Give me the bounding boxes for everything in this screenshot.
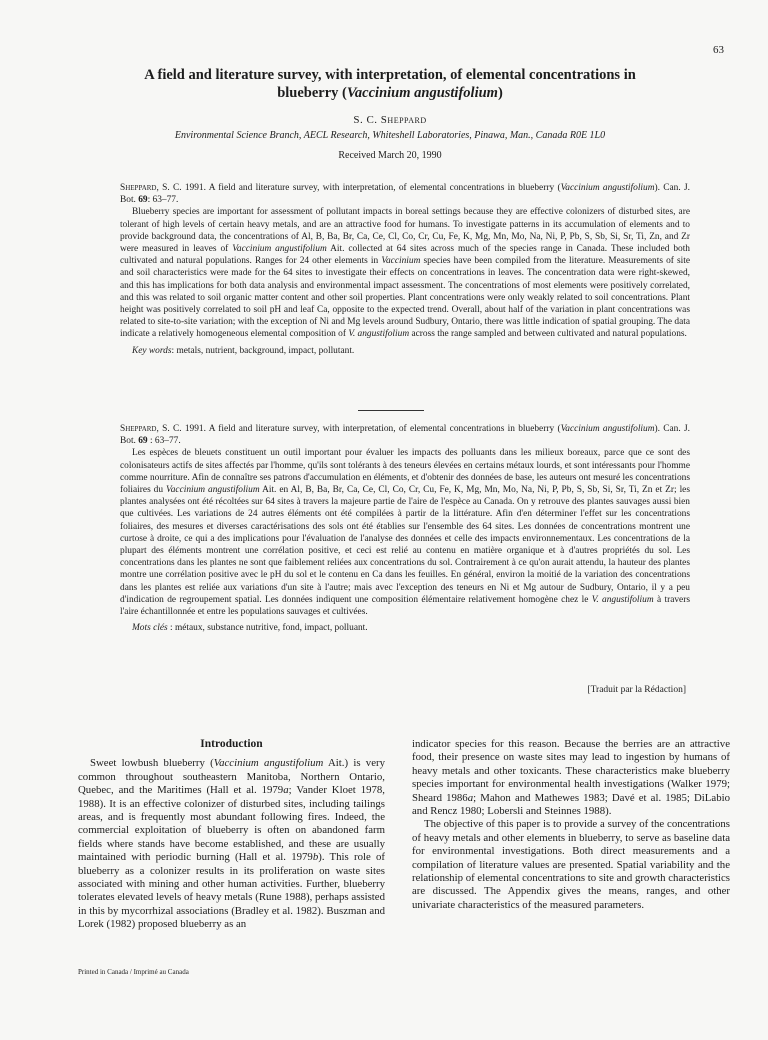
right-column (412, 738, 730, 912)
citation-fr: Sheppard, S. C. 1991. A field and literature survey, with interpretation, of elemental concentrations in blueberry (Vaccinium angustifolium). Can. J. Bot. 69 : 63–77. (120, 424, 690, 447)
author: S. C. Sheppard (353, 114, 427, 126)
page-number: 63 (713, 44, 724, 56)
title-line-2: blueberry (Vaccinium angustifolium) (277, 85, 503, 101)
section-heading-introduction: Introduction (200, 738, 263, 750)
article-title (100, 66, 680, 102)
abstract-text-en: Blueberry species are important for assessment of pollutant impacts in boreal settings because they are effective colonizers of disturbed sites, are tolerant of high levels of certain heavy metals, and are an attractive food for humans. To investigate patterns in its accumulation of elements and to provide background data, the concentrations of Al, B, Ba, Br, Ca, Ce, Cl, Co, Cr, Cu, Fe, K, Mg, Mn, Mo, Na, Ni, P, Pb, S, Sb, Si, Sr, Ti, Zn, and Zr were measured in leaves of Vaccinium angustifolium Ait. collected at 64 sites across much of the species range in Canada. These included both cultivated and natural populations. Ranges for 24 other elements in Vaccinium species have been compiled from the literature. Measurements of site and soil characteristics were made for the 64 sites to investigate their effects on concentrations in leaves. The concentration data were right-skewed, and this has implications for both data analysis and environmental impact assessment. The concentrations of most elements were positively correlated, and this was related to soil organic matter content and other soil properties. Plant concentrations were only weakly related to soil concentrations. Plant height was positively correlated to soil pH and leaf Ca, opposite to the expected trend. Overall, about half of the variation in plant concentrations was related to site-to-site variation; with the exception of Ni and Mg levels around Sudbury, Ontario, there was little indication of spatial grouping. The data indicate a relatively homogeneous elemental composition of V. angustifolium across the range sampled and between cultivated and natural populations. (120, 207, 690, 340)
printed-in-canada: Printed in Canada / Imprimé au Canada (78, 968, 189, 976)
translation-note: [Traduit par la Rédaction] (587, 685, 686, 695)
intro-paragraph-2: The objective of this paper is to provide a survey of the concentrations of heavy metals and other elements in blueberry, to serve as baseline data for environmental investigations. Both direct measurements and a compilation of literature values are presented. Spatial variability and the relationship of elemental concentrations to site and growth characteristics are discussed. The Appendix gives the means, ranges, and other univariate characteristics of the measured parameters. (412, 818, 730, 911)
intro-paragraph-1: Sweet lowbush blueberry (Vaccinium angustifolium Ait.) is very common throughout southeastern Manitoba, Northern Ontario, Quebec, and the Maritimes (Hall et al. 1979a; Vander Kloet 1978, 1988). It is an effective colonizer of disturbed sites, including tailings areas, and is frequently most abundant following fires. Indeed, the commercial exploitation of blueberry is often on abandoned farm fields where stands have become established, and these are usually maintained with periodic burning (Hall et al. 1979b). This role of blueberry as a colonizer results in its proliferation on waste sites associated with mining and other human activities. Further, blueberry tolerates elevated levels of heavy metals (Rune 1988), perhaps assisted in this by mycorrhizal associations (Bradley et al. 1982). Buszman and Lorek (1982) proposed blueberry as an (78, 757, 385, 931)
keywords-en: Key words: metals, nutrient, background, impact, pollutant. (132, 345, 355, 356)
abstract-divider (358, 410, 424, 411)
citation-en: Sheppard, S. C. 1991. A field and literature survey, with interpretation, of elemental concentrations in blueberry (Vaccinium angustifolium). Can. J. Bot. 69: 63–77. (120, 183, 690, 206)
title-line-1: A field and literature survey, with interpretation, of elemental concentrations in (144, 67, 636, 83)
affiliation: Environmental Science Branch, AECL Research, Whiteshell Laboratories, Pinawa, Man., Canada R0E 1L0 (174, 130, 606, 141)
abstract-english (120, 182, 690, 357)
intro-paragraph-1-continued: indicator species for this reason. Because the berries are an attractive food, their presence on waste sites may lead to ingestion by humans of heavy metals and other toxicants. These characteristics make blueberry species important for environmental health investigations (Walker 1979; Sheard 1986a; Mahon and Mathewes 1983; Davé et al. 1985; DiLabio and Rencz 1980; Lobersli and Steinnes 1988). (412, 738, 730, 818)
received-date: Received March 20, 1990 (338, 150, 442, 161)
abstract-french (120, 423, 690, 634)
abstract-text-fr: Les espèces de bleuets constituent un outil important pour évaluer les impacts des polluants dans les milieux boreaux, parce que ce sont des colonisateurs actifs de sites affectés par l'homme, qu'ils sont tolérants à des teneurs élevées en certains métaux lourds, et sont intéressants pour l'homme comme nourriture. Afin de connaître ses patrons d'accumulation en éléments, et d'obtenir des données de base, les auteurs ont mesuré les concentrations foliaires du Vaccinium angustifolium Ait. en Al, B, Ba, Br, Ca, Ce, Cl, Co, Cr, Cu, Fe, K, Mg, Mn, Mo, Na, Ni, P, Pb, S, Sb, Si, Sr, Ti, Zn et Zr; les plantes analysées ont été récoltées sur 64 sites à travers la majeure partie de l'aire de l'espèce au Canada. On y retrouve des plantes sauvages aussi bien que cultivées. Les variations de 24 autres éléments ont été compilées à partir de la littérature. Afin d'en déterminer l'effet sur les concentrations foliaires, des mesures et diverses caractérisations des sols ont été établies sur l'ensemble des 64 sites. Les données de concentrations montrent une curtose à droite, ce qui a des implications pour l'évaluation de l'analyse des données et celle des impacts environnementaux. Les concentrations de la plupart des éléments montrent une corrélation positive, et ceci est relié au contenu en matière organique et à d'autres propriétés du sol. Les concentrations dans les plantes ne sont que faiblement reliées aux concentrations du sol. Contrairement à ce qu'on aurait attendu, la hauteur des plantes montre une corrélation positive avec le pH du sol et le contenu en Ca dans les feuilles. En général, environ la moitié de la variation des concentrations dans les plantes est reliée aux variations d'un site à l'autre; mais avec l'exception des teneurs en Ni et Mg autour de Sudbury, Ontario, il y a peu d'indication de regroupement spatial. Les données indiquent une composition élémentaire relativement homogène chez le V. angustifolium à travers l'aire échantillonnée et entre les populations sauvages et cultivées. (120, 448, 690, 618)
keywords-fr: Mots clés : métaux, substance nutritive, fond, impact, polluant. (132, 623, 368, 634)
left-column (78, 738, 385, 932)
